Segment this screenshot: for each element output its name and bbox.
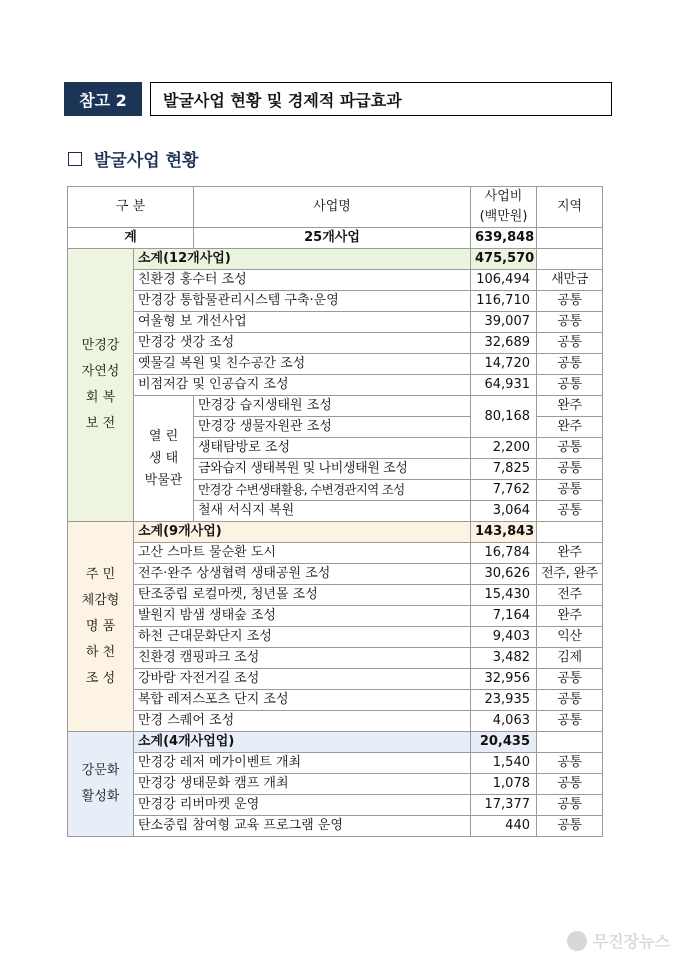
project-cost: 7,164 xyxy=(471,606,537,627)
project-name: 생태탐방로 조성 xyxy=(194,438,471,459)
table-row xyxy=(68,333,603,354)
project-region: 공통 xyxy=(537,312,603,333)
header-region: 지역 xyxy=(537,187,603,228)
table-row xyxy=(68,312,603,333)
table-header-row xyxy=(68,187,603,228)
subtotal-label: 소계(9개사업) xyxy=(134,522,471,543)
square-bullet-icon xyxy=(68,152,82,166)
project-name: 복합 레저스포츠 단지 조성 xyxy=(134,690,471,711)
project-name: 고산 스마트 물순환 도시 xyxy=(134,543,471,564)
subtotal-cost: 475,570 xyxy=(471,249,537,270)
project-cost: 9,403 xyxy=(471,627,537,648)
news-logo-icon xyxy=(567,931,587,951)
project-region: 김제 xyxy=(537,648,603,669)
project-cost: 1,078 xyxy=(471,774,537,795)
project-region: 공통 xyxy=(537,501,603,522)
project-cost: 32,956 xyxy=(471,669,537,690)
project-region: 공통 xyxy=(537,333,603,354)
total-name: 25개사업 xyxy=(194,228,471,249)
project-cost: 30,626 xyxy=(471,564,537,585)
project-cost: 106,494 xyxy=(471,270,537,291)
subtotal-label: 소계(4개사업업) xyxy=(134,732,471,753)
project-name: 전주·완주 상생협력 생태공원 조성 xyxy=(134,564,471,585)
total-label: 계 xyxy=(68,228,194,249)
category-cell: 강문화 활성화 xyxy=(68,732,134,837)
table-row xyxy=(68,564,603,585)
table-row xyxy=(68,795,603,816)
project-region: 공통 xyxy=(537,438,603,459)
project-name: 만경강 수변생태활용, 수변경관지역 조성 xyxy=(194,480,471,501)
project-cost: 16,784 xyxy=(471,543,537,564)
subtotal-cost: 143,843 xyxy=(471,522,537,543)
watermark-text: 무진장뉴스 xyxy=(592,932,670,951)
reference-tag: 참고 2 xyxy=(64,82,142,116)
table-row xyxy=(68,669,603,690)
project-name: 친환경 홍수터 조성 xyxy=(134,270,471,291)
project-name: 만경강 샛강 조성 xyxy=(134,333,471,354)
project-name: 발원지 밤샘 생태숲 조성 xyxy=(134,606,471,627)
table-row xyxy=(68,648,603,669)
project-region: 완주 xyxy=(537,417,603,438)
total-region xyxy=(537,228,603,249)
project-region: 공통 xyxy=(537,375,603,396)
project-cost: 39,007 xyxy=(471,312,537,333)
project-region: 공통 xyxy=(537,816,603,837)
subtotal-row xyxy=(68,522,603,543)
subgroup-label: 열 린 생 태 박물관 xyxy=(134,396,194,522)
project-name: 철새 서식지 복원 xyxy=(194,501,471,522)
project-region: 새만금 xyxy=(537,270,603,291)
watermark xyxy=(567,929,670,952)
project-region: 공통 xyxy=(537,291,603,312)
project-region: 공통 xyxy=(537,480,603,501)
project-region: 완주 xyxy=(537,606,603,627)
table-row xyxy=(68,606,603,627)
project-cost: 116,710 xyxy=(471,291,537,312)
project-cost: 80,168 xyxy=(471,396,537,438)
reference-header xyxy=(64,82,610,116)
project-cost: 15,430 xyxy=(471,585,537,606)
project-name: 탄조중립 로컬마켓, 청년몰 조성 xyxy=(134,585,471,606)
project-region: 완주 xyxy=(537,543,603,564)
project-region: 익산 xyxy=(537,627,603,648)
subtotal-row xyxy=(68,249,603,270)
project-cost: 32,689 xyxy=(471,333,537,354)
table-row xyxy=(68,774,603,795)
project-cost: 440 xyxy=(471,816,537,837)
table-row xyxy=(68,396,603,417)
table-row xyxy=(68,711,603,732)
header-category: 구 분 xyxy=(68,187,194,228)
table-row xyxy=(68,690,603,711)
header-name: 사업명 xyxy=(194,187,471,228)
category-cell: 주 민 체감형 명 품 하 천 조 성 xyxy=(68,522,134,732)
project-name: 만경 스퀘어 조성 xyxy=(134,711,471,732)
category-cell: 만경강 자연성 회 복 보 전 xyxy=(68,249,134,522)
project-name: 비점저감 및 인공습지 조성 xyxy=(134,375,471,396)
project-region: 공통 xyxy=(537,669,603,690)
project-cost: 2,200 xyxy=(471,438,537,459)
project-region: 공통 xyxy=(537,774,603,795)
total-cost: 639,848 xyxy=(471,228,537,249)
project-region: 공통 xyxy=(537,459,603,480)
subtotal-label: 소계(12개사업) xyxy=(134,249,471,270)
project-name: 옛물길 복원 및 친수공간 조성 xyxy=(134,354,471,375)
project-name: 만경강 리버마켓 운영 xyxy=(134,795,471,816)
project-region: 전주, 완주 xyxy=(537,564,603,585)
project-cost: 1,540 xyxy=(471,753,537,774)
total-row xyxy=(68,228,603,249)
table-row xyxy=(68,585,603,606)
project-cost: 3,064 xyxy=(471,501,537,522)
reference-title: 발굴사업 현황 및 경제적 파급효과 xyxy=(150,82,612,116)
project-name: 하천 근대문화단지 조성 xyxy=(134,627,471,648)
project-name: 금와습지 생태복원 및 나비생태원 조성 xyxy=(194,459,471,480)
project-name: 만경강 통합물관리시스템 구축·운영 xyxy=(134,291,471,312)
project-region: 공통 xyxy=(537,354,603,375)
table-row xyxy=(68,816,603,837)
project-name: 친환경 캠핑파크 조성 xyxy=(134,648,471,669)
section-heading xyxy=(66,146,198,171)
project-name: 만경강 레저 메가이벤트 개최 xyxy=(134,753,471,774)
subtotal-row xyxy=(68,732,603,753)
project-cost: 4,063 xyxy=(471,711,537,732)
project-cost: 23,935 xyxy=(471,690,537,711)
subtotal-cost: 20,435 xyxy=(471,732,537,753)
project-region: 공통 xyxy=(537,690,603,711)
project-name: 만경강 생물자원관 조성 xyxy=(194,417,471,438)
project-cost: 64,931 xyxy=(471,375,537,396)
table-row xyxy=(68,270,603,291)
table-row xyxy=(68,354,603,375)
project-region: 전주 xyxy=(537,585,603,606)
header-cost: 사업비 (백만원) xyxy=(471,187,537,228)
project-region: 공통 xyxy=(537,795,603,816)
section-title: 발굴사업 현황 xyxy=(94,151,199,171)
project-table xyxy=(67,186,603,837)
project-cost: 7,825 xyxy=(471,459,537,480)
table-row xyxy=(68,543,603,564)
table-row xyxy=(68,375,603,396)
project-name: 강바람 자전거길 조성 xyxy=(134,669,471,690)
table-row xyxy=(68,753,603,774)
table-row xyxy=(68,627,603,648)
project-name: 만경강 습지생태원 조성 xyxy=(194,396,471,417)
project-region: 공통 xyxy=(537,753,603,774)
project-cost: 7,762 xyxy=(471,480,537,501)
table-row xyxy=(68,291,603,312)
project-name: 탄소중립 참여형 교육 프로그램 운영 xyxy=(134,816,471,837)
project-name: 만경강 생태문화 캠프 개최 xyxy=(134,774,471,795)
project-cost: 3,482 xyxy=(471,648,537,669)
project-cost: 14,720 xyxy=(471,354,537,375)
project-cost: 17,377 xyxy=(471,795,537,816)
project-region: 공통 xyxy=(537,711,603,732)
project-name: 여울형 보 개선사업 xyxy=(134,312,471,333)
project-region: 완주 xyxy=(537,396,603,417)
